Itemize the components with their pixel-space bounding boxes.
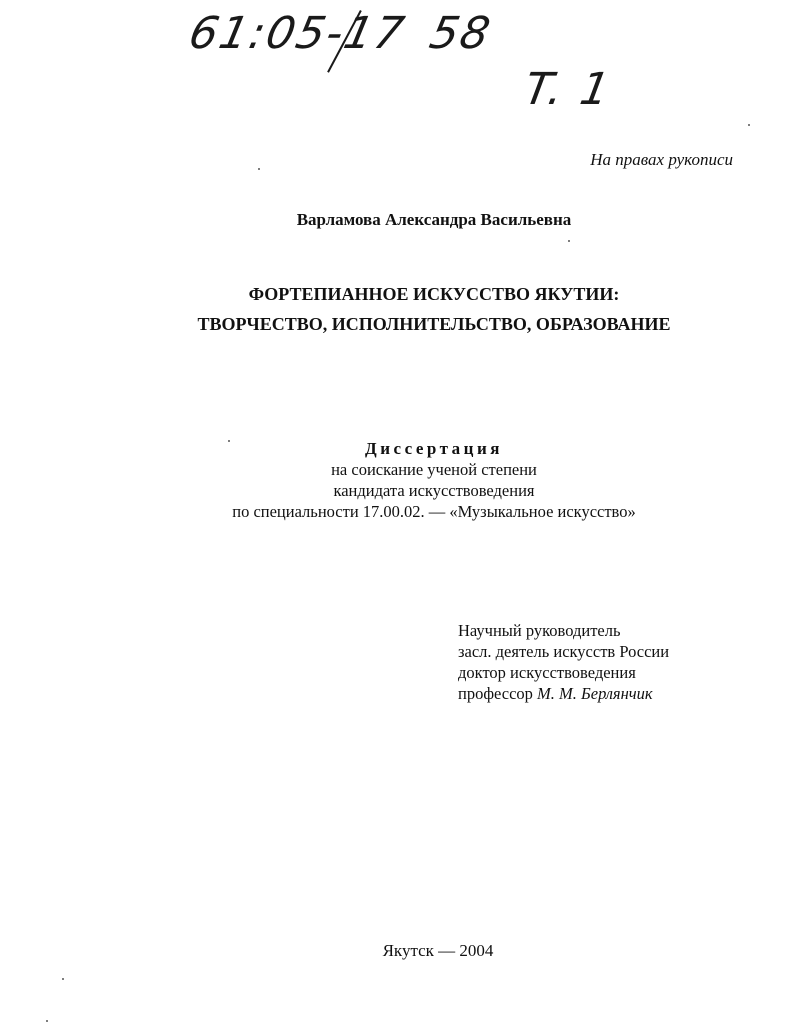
handwritten-code-main: 61:05-17 <box>184 8 411 59</box>
scan-speck <box>46 1020 48 1022</box>
scan-speck <box>748 124 750 126</box>
scan-speck <box>258 168 260 170</box>
dissertation-title-line-2: ТВОРЧЕСТВО, ИСПОЛНИТЕЛЬСТВО, ОБРАЗОВАНИЕ <box>197 314 671 334</box>
manuscript-note: На правах рукописи <box>590 150 733 169</box>
supervisor-rank: профессор <box>458 684 533 703</box>
degree-block <box>0 438 799 522</box>
dissertation-title-line-1: ФОРТЕПИАННОЕ ИСКУССТВО ЯКУТИИ: <box>248 284 620 304</box>
supervisor-role: Научный руководитель <box>458 621 621 640</box>
scan-speck <box>228 440 230 442</box>
degree-line-2: кандидата искусствоведения <box>333 481 535 500</box>
degree-line-1: на соискание ученой степени <box>331 460 537 479</box>
supervisor-title-1: засл. деятель искусств России <box>458 642 670 661</box>
supervisor-name: М. М. Берлянчик <box>537 684 653 703</box>
degree-line-3: по специальности 17.00.02. — «Музыкальное искусство» <box>232 502 636 521</box>
supervisor-title-2: доктор искусствоведения <box>458 663 636 682</box>
scan-speck <box>62 978 64 980</box>
handwritten-code-suffix: 58 <box>425 8 497 59</box>
handwritten-volume-mark: T. 1 <box>520 64 616 115</box>
place-year: Якутск — 2004 <box>382 941 494 960</box>
author-name: Варламова Александра Васильевна <box>296 210 572 229</box>
supervisor-rank-name <box>458 683 669 704</box>
scan-speck <box>568 240 570 242</box>
supervisor-block <box>458 620 669 704</box>
handwritten-archive-code <box>185 8 497 59</box>
document-type: Диссертация <box>365 439 503 458</box>
